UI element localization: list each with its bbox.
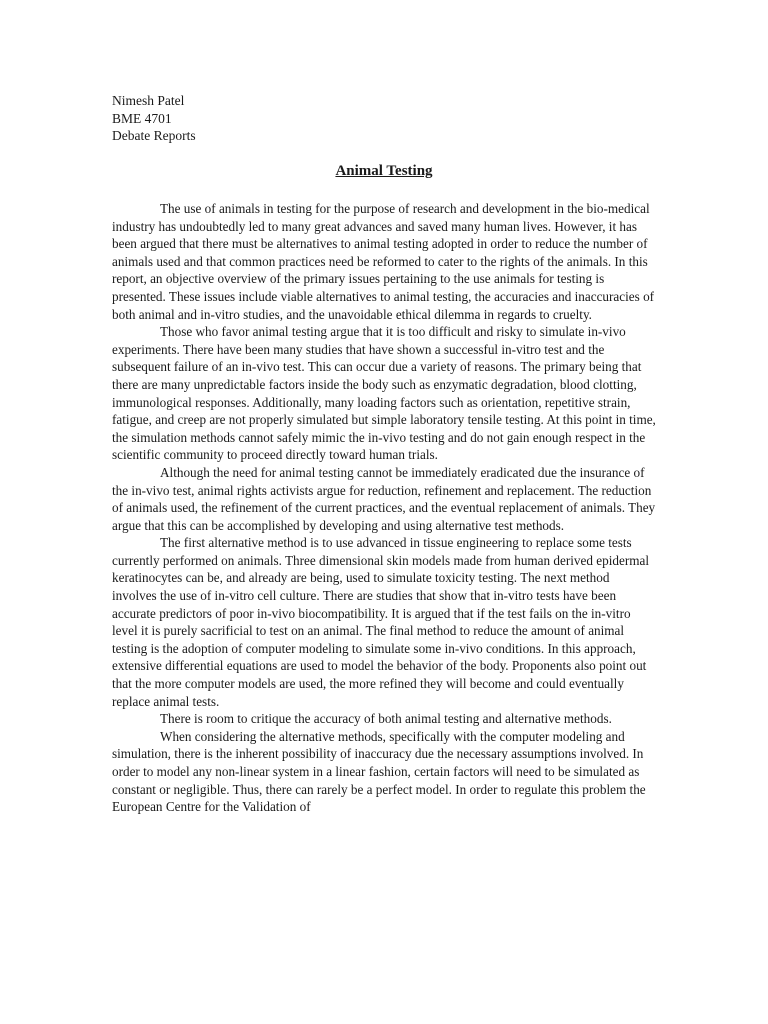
paragraph-critique: There is room to critique the accuracy of both animal testing and alternative methods.: [160, 711, 612, 727]
report-label: Debate Reports: [112, 128, 196, 143]
paragraph-alternatives: The first alternative method is to use advanced in tissue engineering to replace some tests currently performed on animals. Three dimensional skin models made from human derived epidermal keratinocytes can be, and already are being, used to simulate toxicity testing. The next method involves the use of in-vitro cell culture. There are studies that show that in-vitro tests have been accurate predictors of poor in-vivo biocompatibility. It is argued that if the test fails on the in-vitro level it is purely sacrificial to test on an animal. The final method to reduce the amount of animal testing is the adoption of computer modeling to simulate some in-vivo conditions. In this approach, extensive differential equations are used to model the behavior of the body. Proponents also point out that the more computer models are used, the more refined they will become and could eventually replace animal tests.: [112, 535, 649, 709]
document-body: [112, 200, 657, 816]
author-name: Nimesh Patel: [112, 93, 185, 108]
document-header: [112, 92, 196, 145]
paragraph-reduction: Although the need for animal testing cannot be immediately eradicated due the insurance of the in-vivo test, animal rights activists argue for reduction, refinement and replacement. The reduction of animals used, the refinement of the current practices, and the eventual replacement of animals. They argue that this can be accomplished by developing and using alternative test methods.: [112, 464, 656, 533]
document-title: Animal Testing: [335, 163, 433, 179]
paragraph-intro: The use of animals in testing for the purpose of research and development in the bio-medical industry has undoubtedly led to many great advances and saved many human lives. However, it has been argued that there must be alternatives to animal testing adopted in order to reduce the number of animals used and that common practices need be reformed to cater to the rights of the animals. In this report, an objective overview of the primary issues pertaining to the use animals for testing is presented. These issues include viable alternatives to animal testing, the accuracies and inaccuracies of both animal and in-vitro studies, and the unavoidable ethical dilemma in regards to cruelty.: [112, 201, 655, 322]
paragraph-modeling: When considering the alternative methods, specifically with the computer modeling and simulation, there is the inherent possibility of inaccuracy due the necessary assumptions involved. In order to model any non-linear system in a linear fashion, certain factors will need to be simulated as constant or negligible. Thus, there can rarely be a perfect model. In order to regulate this problem the European Centre for the Validation of: [112, 728, 646, 815]
paragraph-favor-testing: Those who favor animal testing argue that it is too difficult and risky to simulate in-vivo experiments. There have been many studies that have shown a successful in-vitro test and the subsequent failure of an in-vivo test. This can occur due a variety of reasons. The primary being that there are many unpredictable factors inside the body such as enzymatic degradation, blood clotting, immunological responses. Additionally, many loading factors such as orientation, repetitive strain, fatigue, and creep are not properly simulated but simple laboratory tensile testing. At this point in time, the simulation methods cannot safely mimic the in-vivo testing and do not gain enough respect in the scientific community to proceed directly toward human trials.: [112, 324, 656, 463]
course-code: BME 4701: [112, 110, 172, 126]
